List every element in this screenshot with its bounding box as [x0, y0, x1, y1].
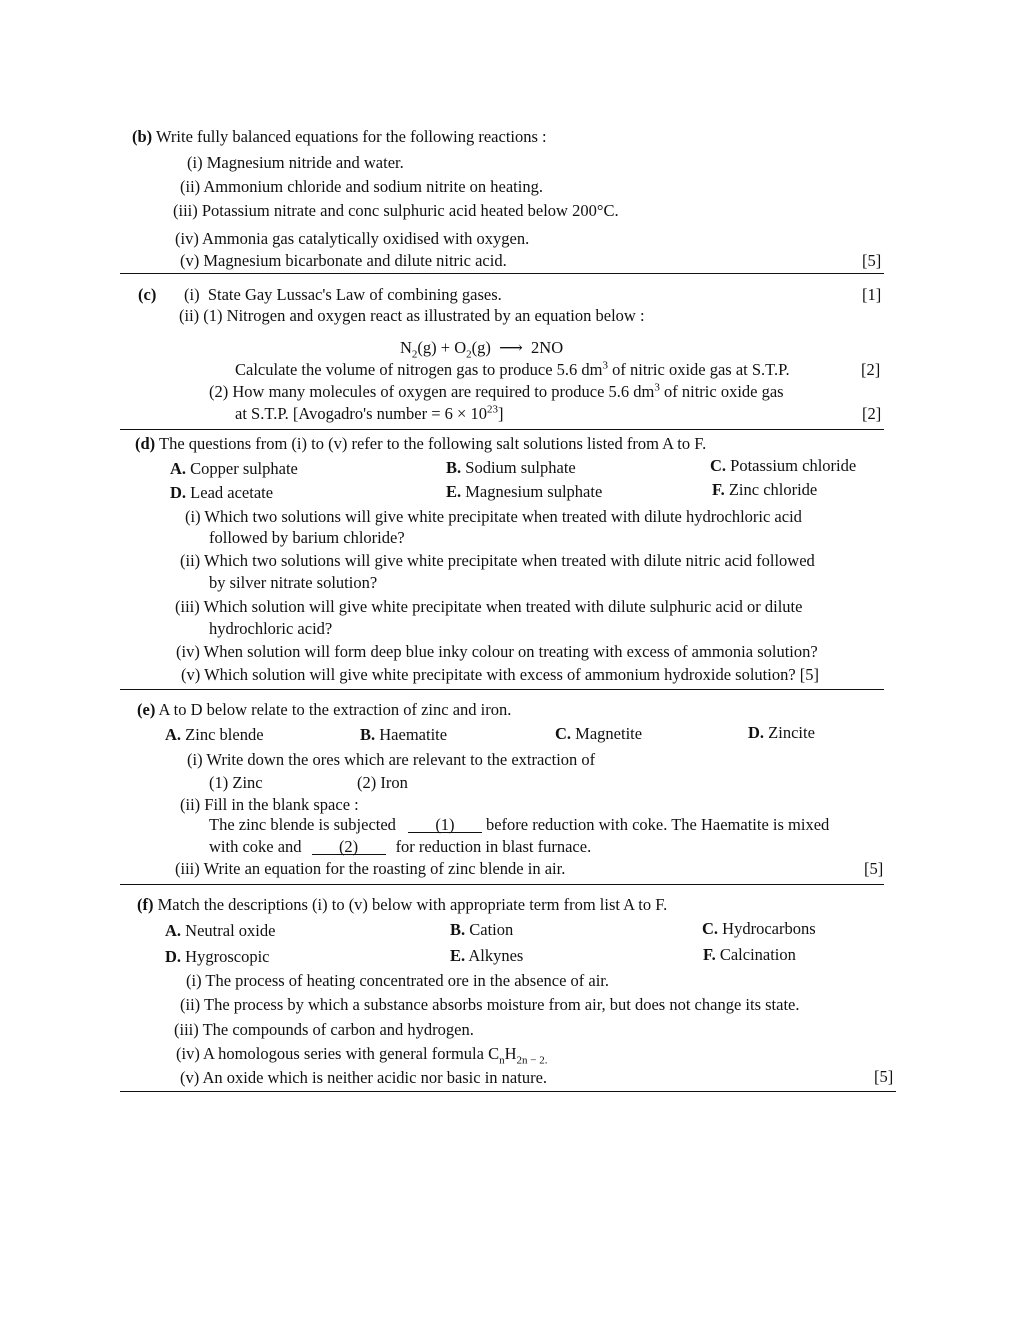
marks-label: [2] — [861, 360, 881, 379]
option-f: F. Calcination — [703, 945, 796, 964]
marks-label: [5] — [864, 859, 884, 878]
list-item: (iii) Which solution will give white precipitate when treated with dilute sulphuric acid or dilute — [175, 597, 803, 616]
list-item: (v) An oxide which is neither acidic nor basic in nature. — [180, 1068, 548, 1087]
item-text: Potassium nitrate and conc sulphuric acid heated below 200°C. — [201, 201, 619, 220]
question-e-ii: (ii) Fill in the blank space : — [180, 795, 359, 814]
question-f-heading — [137, 895, 667, 915]
question-label: (f) — [137, 895, 154, 914]
fill-blank-line-2: with coke and (2) for reduction in blast furnace. — [209, 837, 592, 856]
question-c-ii-2-cont: at S.T.P. [Avogadro's number = $6 \times 10^{23}$] — [235, 403, 504, 423]
item-number: (iv) — [175, 229, 199, 248]
option-b: B. Sodium sulphate — [446, 458, 576, 477]
section-divider — [120, 273, 884, 274]
item-number: (ii) — [180, 177, 201, 196]
option-zinc: (1) Zinc — [209, 773, 263, 792]
item-number: (iii) — [173, 201, 198, 220]
question-c-ii — [179, 306, 645, 326]
blank-1: (1) — [408, 817, 482, 833]
item-text: Magnesium nitride and water. — [206, 153, 404, 172]
option-a: A. Zinc blende — [165, 725, 264, 744]
item-number: (ii) — [179, 306, 200, 325]
question-label: (e) — [137, 700, 156, 719]
marks-label: [2] — [862, 404, 882, 423]
option-d: D. Lead acetate — [170, 483, 274, 502]
question-c-ii-2: (2) How many molecules of oxygen are required to produce 5.6 $dm^3$ of nitric oxide gas — [209, 381, 784, 401]
list-item — [187, 153, 404, 173]
section-divider — [120, 689, 884, 690]
question-e-i: (i) Write down the ores which are relevant to the extraction of — [187, 750, 596, 769]
list-item: (i) Which two solutions will give white precipitate when treated with dilute hydrochloric acid — [185, 507, 802, 526]
list-item-cont: by silver nitrate solution? — [209, 573, 378, 592]
question-c-heading — [138, 285, 156, 305]
chemical-equation: $N_2(g) + O_2(g)$ ⟶ 2NO — [400, 338, 564, 361]
item-number: (v) — [180, 251, 200, 270]
option-d: D. Zincite — [748, 723, 815, 742]
question-c-i — [184, 285, 502, 305]
option-c: C. Magnetite — [555, 724, 643, 743]
item-text: Magnesium bicarbonate and dilute nitric acid. — [203, 251, 507, 270]
list-item: (iii) The compounds of carbon and hydrogen. — [174, 1020, 474, 1039]
option-b: B. Cation — [450, 920, 514, 939]
question-c-ii-1: Calculate the volume of nitrogen gas to produce 5.6 $dm^3$ of nitric oxide gas at S.T.P. — [235, 359, 790, 379]
question-b-heading — [132, 127, 547, 147]
question-intro: Match the descriptions (i) to (v) below with appropriate term from list A to F. — [157, 895, 668, 914]
list-item: (i) The process of heating concentrated ore in the absence of air. — [186, 971, 610, 990]
option-a: A. Neutral oxide — [165, 921, 276, 940]
option-c: C. Potassium chloride — [710, 456, 857, 475]
question-intro: Write fully balanced equations for the following reactions : — [156, 127, 547, 146]
item-text: (1) Nitrogen and oxygen react as illustrated by an equation below : — [203, 306, 645, 325]
item-text: Ammonium chloride and sodium nitrite on heating. — [203, 177, 543, 196]
question-label: (d) — [135, 434, 156, 453]
list-item — [175, 229, 529, 249]
option-e: E. Alkynes — [450, 946, 524, 965]
option-d: D. Hygroscopic — [165, 947, 270, 966]
fill-blank-line-1: The zinc blende is subjected (1) before reduction with coke. The Haematite is mixed — [209, 815, 830, 834]
marks-label: [5] — [862, 251, 882, 270]
marks-label: [5] — [874, 1067, 894, 1086]
question-intro: A to D below relate to the extraction of zinc and iron. — [158, 700, 512, 719]
blank-2: (2) — [312, 839, 386, 855]
question-label: (b) — [132, 127, 153, 146]
list-item — [173, 201, 619, 221]
section-divider — [120, 1091, 896, 1092]
list-item: (iv) A homologous series with general formula $C_nH_{2n - 2.}$ — [176, 1044, 548, 1067]
section-divider — [120, 884, 884, 885]
list-item-cont: followed by barium chloride? — [209, 528, 405, 547]
item-text: State Gay Lussac's Law of combining gases. — [207, 285, 502, 304]
option-f: F. Zinc chloride — [712, 480, 818, 499]
option-b: B. Haematite — [360, 725, 448, 744]
list-item-cont: hydrochloric acid? — [209, 619, 333, 638]
list-item: (ii) Which two solutions will give white precipitate when treated with dilute nitric acid followed — [180, 551, 815, 570]
question-d-heading — [135, 434, 706, 454]
list-item — [180, 251, 507, 271]
list-item — [180, 177, 543, 197]
question-e-heading — [137, 700, 511, 720]
section-divider — [120, 429, 884, 430]
marks-label: [1] — [862, 285, 882, 304]
option-iron: (2) Iron — [357, 773, 408, 792]
option-e: E. Magnesium sulphate — [446, 482, 603, 501]
question-e-iii: (iii) Write an equation for the roasting of zinc blende in air. — [175, 859, 566, 878]
list-item: (ii) The process by which a substance absorbs moisture from air, but does not change its state. — [180, 995, 800, 1014]
list-item: (v) Which solution will give white precipitate with excess of ammonium hydroxide solution? [5] — [181, 665, 820, 684]
item-text: Ammonia gas catalytically oxidised with oxygen. — [202, 229, 530, 248]
option-c: C. Hydrocarbons — [702, 919, 816, 938]
item-number: (i) — [184, 285, 200, 304]
arrow-icon: ⟶ — [499, 338, 523, 357]
item-number: (i) — [187, 153, 203, 172]
question-label: (c) — [138, 285, 157, 304]
question-intro: The questions from (i) to (v) refer to the following salt solutions listed from A to F. — [159, 434, 707, 453]
list-item: (iv) When solution will form deep blue inky colour on treating with excess of ammonia solution? — [176, 642, 818, 661]
option-a: A. Copper sulphate — [170, 459, 298, 478]
